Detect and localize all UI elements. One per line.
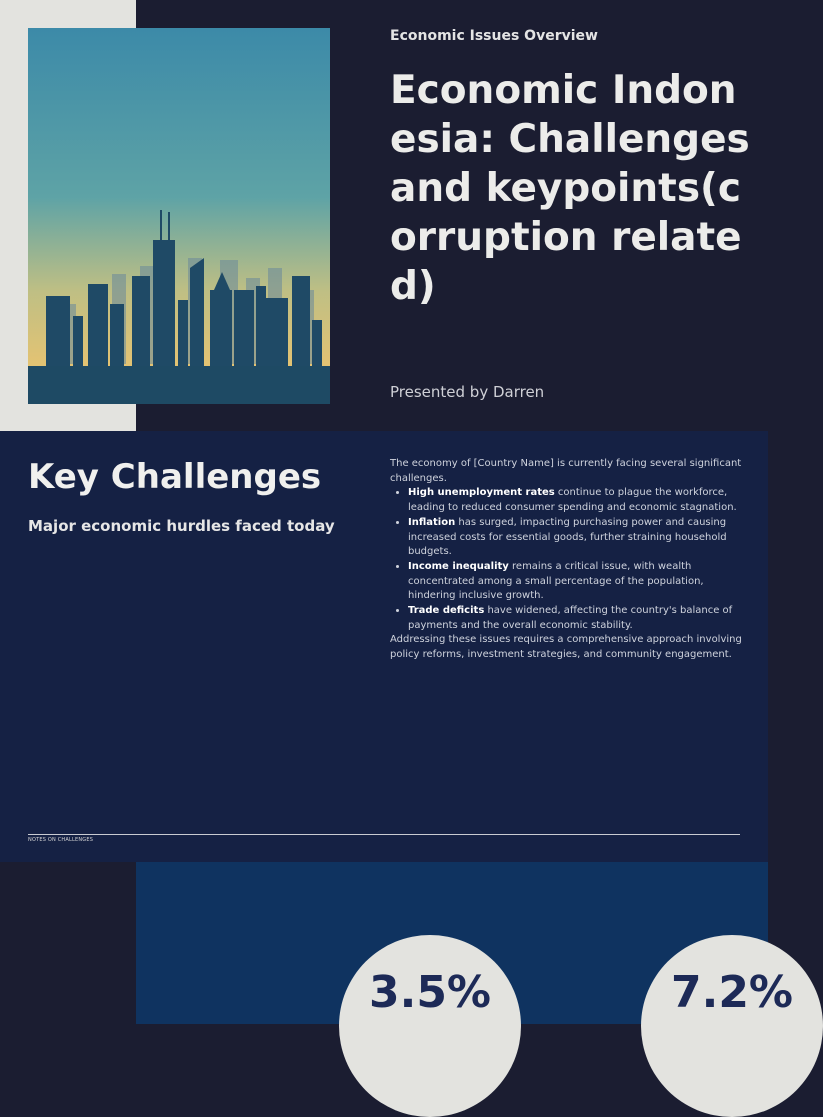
presenter-credit: Presented by Darren	[390, 383, 545, 401]
presentation-title: Economic Indonesia: Challenges and keypoints(corruption related)	[390, 68, 750, 309]
challenges-body	[390, 457, 742, 663]
list-item: • High unemployment rates continue to plague the workforce, leading to reduced consumer spending and economic stagnation.	[408, 486, 742, 515]
stat-circle	[339, 935, 521, 1117]
stats-slide	[0, 862, 794, 1024]
challenges-list	[390, 486, 742, 633]
list-item: • Inflation has surged, impacting purchasing power and causing increased costs for essential goods, further straining household budgets.	[408, 516, 742, 560]
key-challenges-slide	[0, 431, 768, 862]
closing-text: Addressing these issues requires a comprehensive approach involving policy reforms, investment strategies, and community engagement.	[390, 634, 742, 661]
stat-value: 7.2%	[670, 967, 794, 1018]
footer-divider	[28, 834, 740, 835]
title-slide	[0, 0, 768, 431]
eyebrow-label: Economic Issues Overview	[390, 28, 598, 44]
list-item: • Trade deficits have widened, affecting the country's balance of payments and the overall economic stability.	[408, 604, 742, 633]
city-skyline-image	[28, 28, 330, 404]
slide-heading: Key Challenges	[28, 457, 322, 497]
stats-panel	[136, 862, 794, 1024]
stat-value: 3.5%	[368, 967, 492, 1018]
intro-text: The economy of [Country Name] is currently facing several significant challenges.	[390, 458, 742, 484]
slide-subheading: Major economic hurdles faced today	[28, 517, 335, 535]
skyline-illustration	[28, 28, 330, 404]
stat-circle	[641, 935, 823, 1117]
slide-footer-label: NOTES ON CHALLENGES	[28, 837, 94, 843]
list-item: • Income inequality remains a critical issue, with wealth concentrated among a small percentage of the population, hindering inclusive growth.	[408, 560, 742, 604]
